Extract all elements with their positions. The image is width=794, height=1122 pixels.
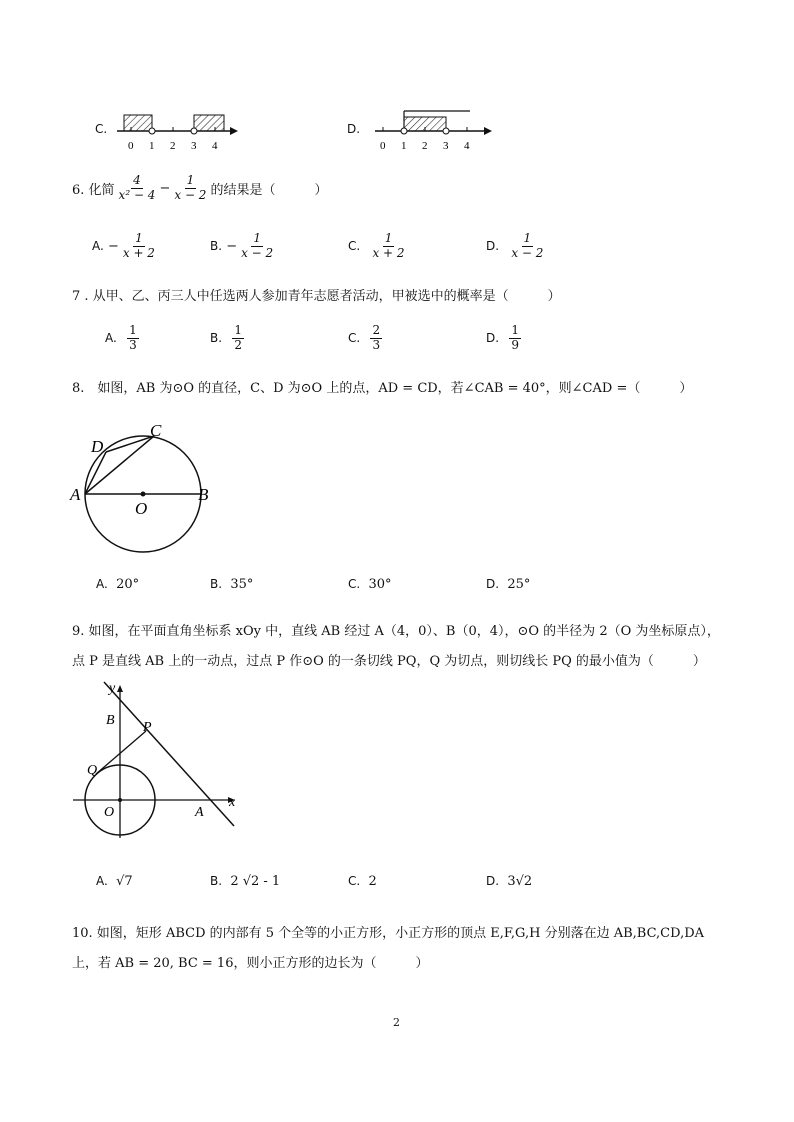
- option-label: D.: [486, 331, 500, 346]
- point-label-b: B: [106, 713, 115, 728]
- option-num: 2: [372, 323, 381, 337]
- q6-fraction-1: [117, 174, 158, 203]
- option-sign: −: [107, 238, 119, 254]
- q6-frac2-num: 1: [186, 173, 195, 187]
- option-num: 1: [234, 323, 242, 337]
- tick-label: 1: [401, 140, 407, 152]
- option-label: C.: [348, 239, 361, 254]
- q7-question: 7 . 从甲、乙、丙三人中任选两人参加青年志愿者活动，甲被选中的概率是（ ）: [72, 289, 561, 304]
- q6-option-b[interactable]: [210, 232, 277, 261]
- q6-frac1-num: 4: [133, 173, 141, 187]
- axis-label-x: x: [229, 795, 236, 810]
- option-value: √7: [116, 874, 133, 889]
- option-value: 30°: [368, 577, 392, 592]
- point-label-d: D: [91, 437, 104, 456]
- option-num: 1: [135, 231, 143, 245]
- q6-fraction-2: [172, 174, 208, 203]
- option-fraction: [121, 232, 157, 261]
- option-den: 2: [234, 337, 242, 352]
- option-fraction: [232, 324, 244, 353]
- q9-option-b[interactable]: [210, 874, 280, 889]
- option-fraction: [127, 324, 139, 353]
- q5-option-d-number-line: [370, 105, 500, 155]
- q9-option-d[interactable]: [486, 874, 532, 889]
- option-fraction: [509, 232, 545, 261]
- q5-option-c-label: C.: [95, 122, 108, 136]
- q6-suffix: 的结果是（ ）: [210, 182, 328, 198]
- point-label-c: C: [150, 421, 162, 440]
- tick-label: 0: [380, 140, 386, 152]
- tick-label: 4: [212, 140, 218, 152]
- option-num: 1: [384, 231, 393, 245]
- tick-label: 0: [128, 140, 134, 152]
- point-label-b: B: [198, 485, 209, 504]
- option-label: A.: [96, 874, 108, 888]
- q7-option-a[interactable]: [105, 324, 141, 353]
- q6-frac2-den: x − 2: [174, 187, 207, 202]
- option-label: C.: [348, 874, 361, 888]
- option-den: 3: [129, 337, 137, 352]
- option-label: A.: [92, 239, 104, 254]
- q10-question-line2: 上，若 AB = 20, BC = 16，则小正方形的边长为（ ）: [72, 956, 429, 971]
- option-value: 20°: [116, 577, 140, 592]
- option-value: 2 √2 - 1: [230, 874, 281, 889]
- option-den: x + 2: [372, 245, 405, 260]
- option-label: C.: [348, 577, 361, 591]
- q9-question-line1: 9. 如图，在平面直角坐标系 xOy 中，直线 AB 经过 A（4，0）、B（0，4），⊙O 的半径为 2（O 为坐标原点），: [72, 624, 720, 639]
- point-label-q: Q: [87, 763, 98, 778]
- q8-option-b[interactable]: [210, 577, 253, 592]
- option-num: 1: [523, 231, 532, 245]
- tick-label: 2: [170, 140, 176, 152]
- option-fraction: [509, 324, 521, 353]
- option-den: x − 2: [511, 245, 544, 260]
- point-label-p: P: [143, 720, 152, 735]
- option-sign: −: [226, 238, 238, 254]
- q6-frac1-den: x² − 4: [118, 187, 156, 202]
- option-label: D.: [486, 239, 500, 254]
- tick-label: 4: [464, 140, 470, 152]
- option-den: x + 2: [122, 245, 155, 260]
- point-label-a: A: [195, 805, 204, 820]
- q6-question: [72, 174, 327, 203]
- option-label: A.: [96, 577, 108, 591]
- q6-option-c[interactable]: [348, 232, 409, 261]
- q7-option-c[interactable]: [348, 324, 384, 353]
- tick-label: 1: [149, 140, 155, 152]
- q6-minus: −: [159, 180, 171, 196]
- point-label-a: A: [70, 485, 81, 504]
- q8-circle-figure: [68, 418, 228, 560]
- option-num: 1: [511, 323, 519, 337]
- q8-question: 8. 如图，AB 为⊙O 的直径，C、D 为⊙O 上的点，AD = CD，若∠CAB = 40°，则∠CAD =（ ）: [72, 381, 693, 396]
- option-label: B.: [210, 577, 223, 591]
- option-label: C.: [348, 331, 361, 346]
- option-label: B.: [210, 331, 223, 346]
- q9-option-a[interactable]: [96, 874, 133, 889]
- q6-prefix: 6. 化简: [72, 182, 115, 198]
- q7-option-b[interactable]: [210, 324, 246, 353]
- option-value: 3√2: [507, 874, 533, 889]
- option-label: B.: [210, 874, 223, 888]
- q6-option-d[interactable]: [486, 232, 547, 261]
- q8-option-a[interactable]: [96, 577, 139, 592]
- q6-option-a[interactable]: [92, 232, 159, 261]
- option-fraction: [370, 232, 406, 261]
- page-number: 2: [393, 1016, 400, 1029]
- q5-option-d-label: D.: [347, 122, 361, 136]
- option-label: D.: [486, 874, 500, 888]
- option-label: A.: [105, 331, 117, 346]
- option-num: 1: [129, 323, 137, 337]
- option-label: B.: [210, 239, 223, 254]
- q8-option-d[interactable]: [486, 577, 530, 592]
- q8-option-c[interactable]: [348, 577, 392, 592]
- q7-option-d[interactable]: [486, 324, 523, 353]
- tick-label: 3: [443, 140, 449, 152]
- q9-coordinate-figure: [68, 678, 253, 840]
- q10-question-line1: 10. 如图，矩形 ABCD 的内部有 5 个全等的小正方形，小正方形的顶点 E,F,G,H 分别落在边 AB,BC,CD,DA: [72, 926, 705, 941]
- option-value: 2: [368, 874, 377, 889]
- option-value: 35°: [230, 577, 254, 592]
- point-label-o: O: [135, 499, 148, 518]
- tick-label: 2: [422, 140, 428, 152]
- option-label: D.: [486, 577, 500, 591]
- option-num: 1: [253, 231, 261, 245]
- tick-label: 3: [191, 140, 197, 152]
- option-den: 3: [372, 337, 381, 352]
- option-fraction: [239, 232, 275, 261]
- axis-label-y: y: [109, 681, 116, 696]
- option-value: 25°: [507, 577, 531, 592]
- q5-option-c-number-line: [112, 105, 242, 155]
- option-fraction: [370, 324, 382, 353]
- q9-option-c[interactable]: [348, 874, 377, 889]
- option-den: 9: [511, 337, 519, 352]
- point-label-o: O: [104, 805, 115, 820]
- q9-question-line2: 点 P 是直线 AB 上的一动点，过点 P 作⊙O 的一条切线 PQ，Q 为切点，则切线长 PQ 的最小值为（ ）: [72, 654, 706, 669]
- option-den: x − 2: [241, 245, 274, 260]
